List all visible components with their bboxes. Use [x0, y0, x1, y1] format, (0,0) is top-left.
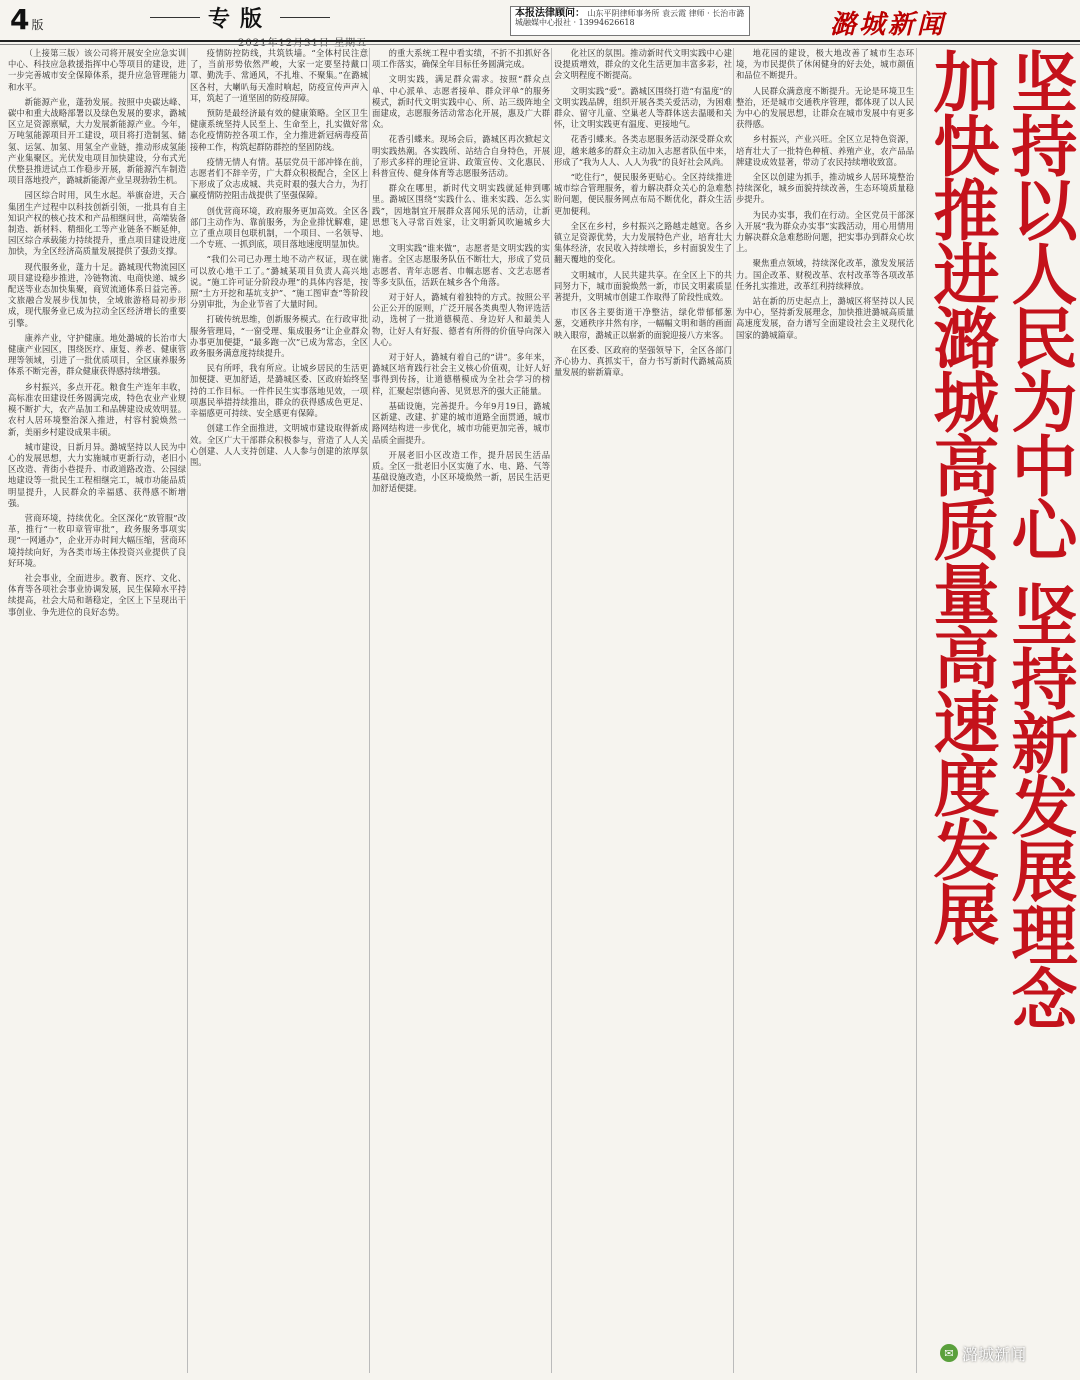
page-number [10, 3, 44, 39]
article-paragraph: 对于好人，潞城有着自己的“讲”。多年来，潞城区培育践行社会主义核心价值观，让好人好事得到传扬，让道德楷模成为全社会学习的榜样，汇聚起崇德向善、见贤思齐的强大正能量。 [372, 352, 550, 396]
article-paragraph: 全区以创建为抓手，推动城乡人居环境整治持续深化，城乡面貌持续改善，生态环境质量稳步提升。 [736, 172, 914, 205]
wechat-watermark [940, 1342, 1026, 1364]
paragraph-gap [8, 618, 186, 622]
article-paragraph: 全区在乡村，乡村振兴之路越走越宽。各乡镇立足资源优势，大力发展特色产业，培育壮大集体经济，农民收入持续增长，乡村面貌发生了翻天覆地的变化。 [554, 220, 732, 265]
article-paragraph: 社会事业，全面进步。教育、医疗、文化、体育等各项社会事业协调发展，民生保障水平持续提高，社会大局和谐稳定，全区上下呈现出干事创业、争先进位的良好态势。 [8, 572, 186, 617]
article-paragraph: 乡村振兴，产业兴旺。全区立足特色资源，培育壮大了一批特色种植、养殖产业，农产品品牌建设成效显著，带动了农民持续增收致富。 [736, 134, 914, 167]
article-paragraph: 的重大系统工程中看实绩，不折不扣抓好各项工作落实，确保全年目标任务圆满完成。 [372, 48, 550, 70]
article-paragraph: 城市建设，日新月异。潞城坚持以人民为中心的发展思想，大力实施城市更新行动，老旧小区改造、背街小巷提升、市政道路改造、公园绿地建设等一批民生工程相继完工，城市功能品质明显提升，人民群众的幸福感、获得感不断增强。 [8, 441, 186, 508]
article-paragraph: 基础设施，完善提升。今年9月19日，潞城区新建、改建、扩建的城市道路全面贯通，城市路网结构进一步优化，城市功能更加完善，城市品质全面提升。 [372, 400, 550, 445]
article-paragraph: 市区各主要街道干净整洁，绿化带郁郁葱葱，交通秩序井然有序，一幅幅文明和谐的画面映入眼帘，潞城正以崭新的面貌迎接八方来客。 [554, 307, 732, 340]
article-paragraph: 民有所呼，我有所应。让城乡居民的生活更加便捷、更加舒适，是潞城区委、区政府始终坚持的工作目标。一件件民生实事落地见效，一项项惠民举措持续推出，群众的获得感成色更足、幸福感更可持续、安全感更有保障。 [190, 363, 368, 419]
article-paragraph: “我们公司已办理土地不动产权证，现在就可以放心地干工了。”潞城某项目负责人高兴地说。“施工许可证分阶段办理”的具体内容是，按照“土方开挖和基坑支护”、“施工图审查”等阶段分别审批，为企业节省了大量时间。 [190, 254, 368, 310]
newspaper-name: 潞城新闻 [830, 10, 947, 40]
article-paragraph: 化社区的氛围。推动新时代文明实践中心建设提质增效，群众的文化生活更加丰富多彩，社会文明程度不断提高。 [554, 48, 732, 81]
article-paragraph: 聚焦重点领域，持续深化改革，激发发展活力。国企改革、财税改革、农村改革等各项改革任务扎实推进，改革红利持续释放。 [736, 258, 914, 291]
article-paragraph: 文明实践，满足群众需求。按照“群众点单、中心派单、志愿者接单、群众评单”的服务模式，新时代文明实践中心、所、站三级阵地全面建成，志愿服务活动常态化开展，惠及广大群众。 [372, 74, 550, 130]
section-rule-right [280, 17, 330, 18]
article-paragraph: （上接第三版）该公司将开展安全应急实训中心、科技应急救援指挥中心等项目的建设，进一步完善城市安全保障体系，提升应急管理能力和水平。 [8, 48, 186, 92]
article-paragraph: 创建工作全面推进，文明城市建设取得新成效。全区广大干部群众积极参与，营造了人人关心创建、人人支持创建、人人参与创建的浓厚氛围。 [190, 423, 368, 467]
article-paragraph: 疫情防控防线，共筑铁墙。“全体村民注意了，当前形势依然严峻，大家一定要坚持戴口罩、勤洗手、常通风，不扎堆、不聚集。”在潞城区各村，大喇叭每天准时响起，防疫宣传声声入耳，筑起了一道坚固的防疫屏障。 [190, 48, 368, 103]
article-paragraph: 花香引蝶来。现场会后，潞城区再次掀起文明实践热潮。各实践所、站结合自身特色，开展了形式多样的理论宣讲、政策宣传、文化惠民、科普宣传、健身体育等志愿服务活动。 [372, 134, 550, 179]
headline-line-2: 加快推进潞城高质量高速度发展 [922, 48, 999, 944]
article-column-1 [8, 48, 186, 1373]
section-title [150, 4, 330, 30]
article-paragraph: 对于好人，潞城有着独特的方式。按照公平公正公开的原则，广泛开展各类典型人物评选活动，选树了一批道德模范、身边好人和最美人物，让好人有好报、德者有所得的价值导向深入人心。 [372, 292, 550, 347]
section-label: 专版 [208, 5, 273, 32]
wechat-icon: ✉ [940, 1344, 958, 1362]
headline-line-1: 坚持以人民为中心 坚持新发展理念 [1000, 48, 1077, 1029]
column-divider [187, 48, 188, 1373]
article-paragraph: 人民群众满意度不断提升。无论是环境卫生整治，还是城市交通秩序管理，都体现了以人民为中心的发展思想，让群众在城市发展中有更多获得感。 [736, 85, 914, 130]
article-paragraph: 康养产业，守护健康。地处潞城的长治市大健康产业园区，围绕医疗、康复、养老、健康管理等领域，引进了一批优质项目，全区康养服务体系不断完善，群众健康获得感持续增强。 [8, 332, 186, 377]
article-paragraph: 园区综合时用，风生水起。举旗奋进，天合集团生产过程中以科技创新引领，一批具有自主知识产权的核心技术和产品相继问世，高端装备制造、新材料、精细化工等产业链条不断延伸，园区综合承载能力持续提升，重点项目建设进度加快，为全区经济高质量发展提供了强劲支撑。 [8, 190, 186, 257]
legal-advisor-box [510, 6, 750, 36]
article-paragraph: 新能源产业，蓬勃发展。按照中央碳达峰、碳中和重大战略部署以及绿色发展的要求，潞城区立足资源禀赋，大力发展新能源产业。今年，万吨氢能源项目开工建设，项目将打造制氢、储氢、运氢、加氢、用氢全产业链，推动形成氢能产业集聚区。光伏发电项目加快建设，分布式光伏整县推进试点工作稳步开展，新能源汽车制造项目落地投产，潞城新能源产业呈现勃勃生机。 [8, 96, 186, 186]
watermark-text: 潞城新闻 [962, 1344, 1027, 1364]
masthead-rule-thin [0, 44, 1080, 45]
article-paragraph: 开展老旧小区改造工作，提升居民生活品质。全区一批老旧小区实施了水、电、路、气等基础设施改造，小区环境焕然一新，居民生活更加舒适便捷。 [372, 449, 550, 494]
article-paragraph: “吃住行”，便民服务更贴心。全区持续推进城市综合管理服务，着力解决群众关心的急难愁盼问题，便民服务网点布局不断优化，群众生活更加便利。 [554, 172, 732, 216]
article-column-5 [736, 48, 914, 1373]
article-paragraph: 创优营商环境，政府服务更加高效。全区各部门主动作为、靠前服务，为企业排忧解难，建立了重点项目包联机制，一个项目、一名领导、一个专班、一抓到底，项目落地速度明显加快。 [190, 205, 368, 250]
article-paragraph: 疫情无情人有情。基层党员干部冲锋在前，志愿者们不辞辛劳，广大群众积极配合，全区上下形成了众志成城、共克时艰的强大合力，为打赢疫情防控阻击战提供了坚强保障。 [190, 156, 368, 201]
article-paragraph: 文明实践“谁来做”，志愿者是文明实践的实施者。全区志愿服务队伍不断壮大，形成了党员志愿者、青年志愿者、巾帼志愿者、文艺志愿者等多支队伍，活跃在城乡各个角落。 [372, 243, 550, 287]
masthead-rule [0, 40, 1080, 42]
article-paragraph: 打破传统思维，创新服务模式。在行政审批服务管理局，“一窗受理、集成服务”让企业群众办事更加便捷，“最多跑一次”已成为常态，全区政务服务满意度持续提升。 [190, 314, 368, 359]
paragraph-gap [372, 495, 550, 499]
paragraph-gap [190, 468, 368, 472]
article-column-3 [372, 48, 550, 1373]
article-paragraph: 预防是最经济最有效的健康策略。全区卫生健康系统坚持人民至上、生命至上，扎实做好常态化疫情防控各项工作，全力推进新冠病毒疫苗接种工作，构筑起群防群控的坚固防线。 [190, 108, 368, 152]
masthead [0, 0, 1080, 44]
article-column-4 [554, 48, 732, 1373]
article-paragraph: 现代服务业，蓬力十足。潞城现代物流园区项目建设稳步推进，冷链物流、电商快递、城乡配送等业态加快集聚，商贸流通体系日益完善。文旅融合发展步伐加快，全域旅游格局初步形成，现代服务业已成为拉动全区经济增长的重要引擎。 [8, 261, 186, 328]
legal-advisor-title: 本报法律顾问： [515, 8, 585, 19]
column-divider [369, 48, 370, 1373]
page-number-value: 4 [10, 3, 30, 36]
column-divider [733, 48, 734, 1373]
article-paragraph: 地花园的建设，极大地改善了城市生态环境，为市民提供了休闲健身的好去处，城市颜值和品位不断提升。 [736, 48, 914, 81]
article-paragraph: 在区委、区政府的坚强领导下，全区各部门齐心协力、真抓实干，奋力书写新时代潞城高质量发展的崭新篇章。 [554, 344, 732, 378]
paragraph-gap [554, 378, 732, 382]
article-paragraph: 群众在哪里，新时代文明实践就延伸到哪里。潞城区围绕“实践什么、谁来实践、怎么实践”，因地制宜开展群众喜闻乐见的活动，让新思想飞入寻常百姓家，让文明新风吹遍城乡大地。 [372, 183, 550, 239]
paragraph-gap [736, 341, 914, 345]
article-column-2 [190, 48, 368, 1373]
headline [920, 48, 1076, 1373]
article-paragraph: 站在新的历史起点上，潞城区将坚持以人民为中心，坚持新发展理念，加快推进潞城高质量高速度发展，奋力谱写全面建设社会主义现代化国家的潞城篇章。 [736, 296, 914, 340]
article-paragraph: 文明城市，人民共建共享。在全区上下的共同努力下，城市面貌焕然一新，市民文明素质显著提升，文明城市创建工作取得了阶段性成效。 [554, 269, 732, 303]
section-rule-left [150, 17, 200, 18]
legal-advisor-text: 山东平阴律师事务所 袁云霞 律师 · 长治市潞城融媒中心报社 · 13994626618 [515, 9, 745, 27]
article-paragraph: 营商环境，持续优化。全区深化“放管服”改革，推行“一枚印章管审批”，政务服务事项实现“一网通办”，企业开办时间大幅压缩，营商环境持续向好，为各类市场主体投资兴业提供了良好环境。 [8, 512, 186, 568]
page-unit: 版 [31, 18, 44, 32]
column-divider [551, 48, 552, 1373]
article-paragraph: 为民办实事，我们在行动。全区党员干部深入开展“我为群众办实事”实践活动，用心用情用力解决群众急难愁盼问题，把实事办到群众心坎上。 [736, 209, 914, 254]
article-paragraph: 乡村振兴，多点开花。粮食生产连年丰收，高标准农田建设任务圆满完成，特色农业产业规模不断扩大，农产品加工和品牌建设成效明显。农村人居环境整治深入推进，村容村貌焕然一新，美丽乡村建设成果丰硕。 [8, 381, 186, 437]
article-paragraph: 花香引蝶来。各类志愿服务活动深受群众欢迎，越来越多的群众主动加入志愿者队伍中来，形成了“我为人人、人人为我”的良好社会风尚。 [554, 134, 732, 167]
column-divider [916, 48, 917, 1373]
article-paragraph: 文明实践“爱”。潞城区围绕打造“有温度”的文明实践品牌，组织开展各类关爱活动，为困难群众、留守儿童、空巢老人等群体送去温暖和关怀，让文明实践更有温度、更接地气。 [554, 85, 732, 130]
